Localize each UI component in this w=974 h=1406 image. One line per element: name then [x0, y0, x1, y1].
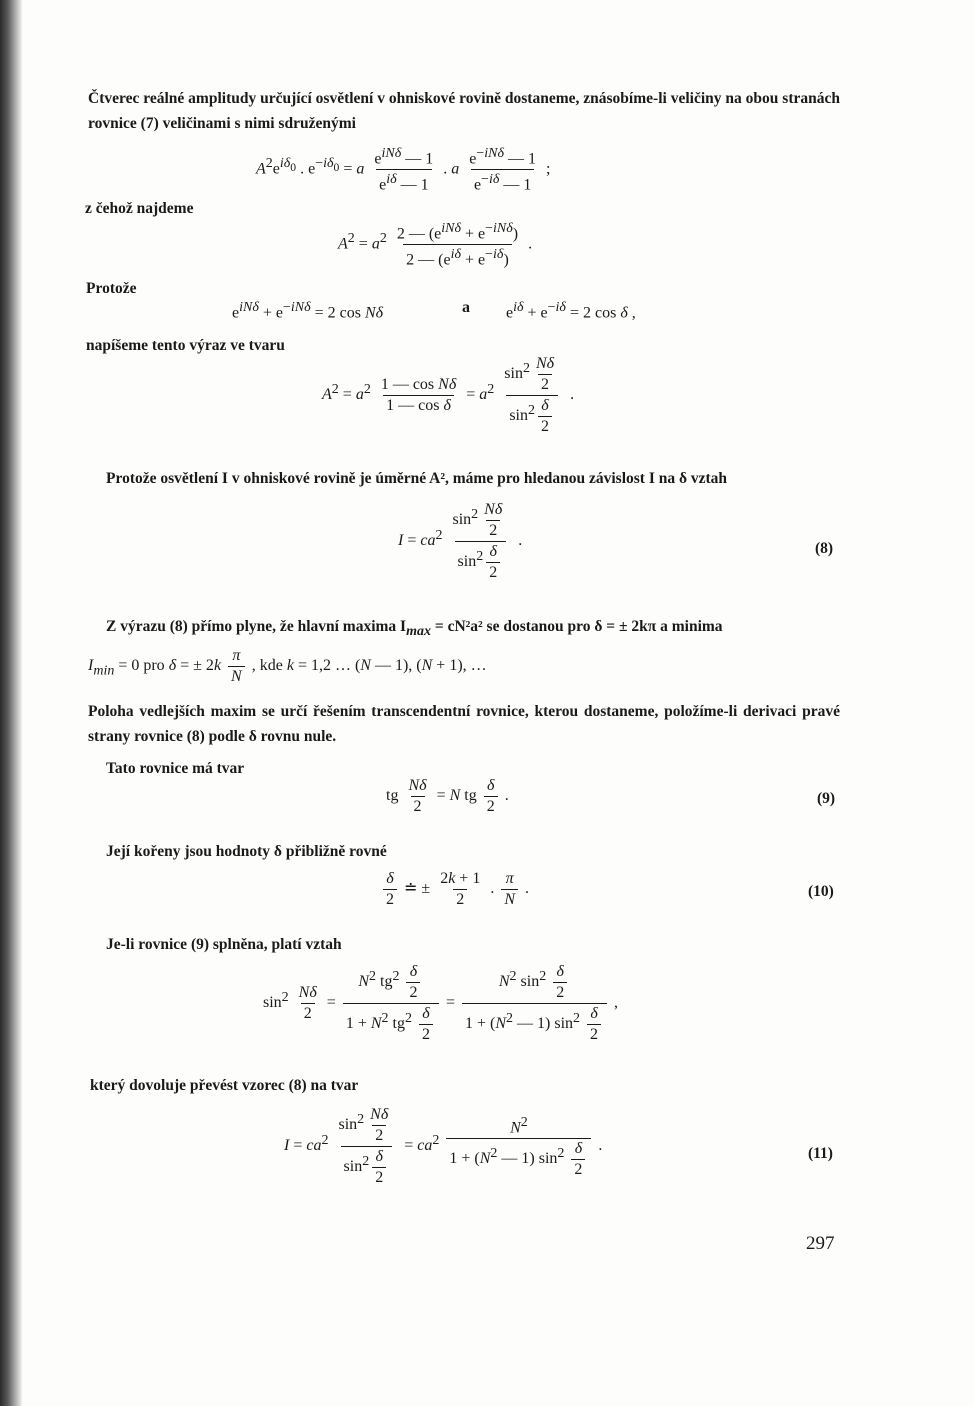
equation-number-8: (8): [815, 540, 834, 557]
paragraph-secondary-maxima: Poloha vedlejších maxim se určí řešením transcendentní rovnice, kterou dostaneme, položíme-li derivaci pravé strany rovnice (8) podle δ rovnu nule.: [88, 703, 840, 745]
equation-8: $I = ca^2$ $\sin^2$ $\frac{N\delta}{2}$ $\sin^2$ $\frac{\delta}{2}$ .: [398, 501, 523, 581]
equation-sine-identity: $\sin^2$ $\frac{N\delta}{2}$ = $N^2$ $tg^2$ $\frac{\delta}{2}$ $1 + N^2$ $tg^2$ $\frac{\delta}{2}$ = $N^2$ $\sin^2$ $\frac{\delta}{2}$ $1 + (N^2$ — 1) $\sin^2$ $\frac{\delta}{2}$ ,: [263, 963, 619, 1043]
equation-amplitude-sine-form: $A^2 = a^2$ $\frac{\text{1 — cos Nδ}}{\text{1 — cos δ}}$ = $a^2$ $\sin^2$ $\frac{N\delta}{2}$ $\sin^2$ $\frac{\delta}{2}$ .: [322, 355, 575, 435]
maxima-subscript: max: [406, 624, 431, 640]
equation-9: tg $\frac{N\delta}{2}$ = N tg $\frac{\delta}{2}$ .: [386, 777, 509, 815]
paragraph-equation-form: Tato rovnice má tvar: [106, 760, 245, 777]
equation-number-10: (10): [808, 883, 834, 900]
page-number: 297: [806, 1233, 835, 1254]
equation-cos-delta: $e^{i\delta} + e^{-i\delta} = 2$ cos δ ,: [506, 300, 636, 322]
paragraph-intro: Čtverec reálné amplitudy určující osvětlení v ohniskové rovině dostaneme, znásobíme-li veličiny na obou stranách rovnice (7) veličinami s nimi sdruženými: [88, 90, 840, 132]
equation-number-11: (11): [808, 1145, 833, 1162]
paragraph-since: Protože: [86, 280, 137, 297]
equation-number-9: (9): [817, 790, 836, 807]
paragraph-roots: Její kořeny jsou hodnoty δ přibližně rovné: [106, 843, 387, 860]
paragraph-transform: který dovoluje převést vzorec (8) na tvar: [90, 1077, 359, 1094]
paragraph-from-which: z čehož najdeme: [85, 200, 194, 217]
equation-10: $\frac{\delta}{2}$ ≐ ± $\frac{2k + 1}{2}$ . $\frac{\pi}{N}$ .: [380, 869, 529, 910]
paragraph-if-satisfied: Je-li rovnice (9) splněna, platí vztah: [106, 936, 342, 953]
equation-11: $I = ca^2$ $\sin^2$ $\frac{N\delta}{2}$ $\sin^2$ $\frac{\delta}{2}$ = $ca^2$ $N^2$ $1 + (N^2$ — 1) $\sin^2$ $\frac{\delta}{2}$ .: [284, 1106, 603, 1186]
equation-amplitude-squared: $A^2 = a^2$ $\frac{2 — (e^{iN\delta} + e^{-iN\delta})}{2 — (e^{i\delta} + e^{-i\delta})}$ .: [338, 221, 533, 269]
maxima-text-rest: = cN²a² se dostanou pro δ = ± 2kπ a minima: [430, 618, 723, 635]
paragraph-rewrite: napíšeme tento výraz ve tvaru: [86, 337, 285, 354]
conjunction-and: a: [462, 299, 470, 316]
book-spine-shadow: [0, 0, 22, 1406]
paragraph-main-maxima: [106, 614, 846, 644]
equation-minima: $I_{min} = 0$ pro δ = ± 2k $\frac{\pi}{N}$ , kde k = 1,2 … (N — 1), (N + 1), …: [88, 647, 487, 685]
equation-amplitude-product: $A^2e^{i\delta_0}$ . $e^{-i\delta_0} = a$ $\frac{e^{iN\delta} — 1}{e^{i\delta} — 1}$ . a $\frac{e^{-iN\delta} — 1}{e^{-i\delta} — 1}$ ;: [256, 146, 551, 194]
maxima-text-start: Z výrazu (8) přímo plyne, že hlavní maxima I: [106, 618, 407, 635]
equation-cos-n-delta: $e^{iN\delta} + e^{-iN\delta} = 2$ cos Nδ: [232, 300, 384, 322]
paragraph-illumination: Protože osvětlení I v ohniskové rovině je úměrné A², máme pro hledanou závislost I na δ vztah: [106, 470, 728, 487]
